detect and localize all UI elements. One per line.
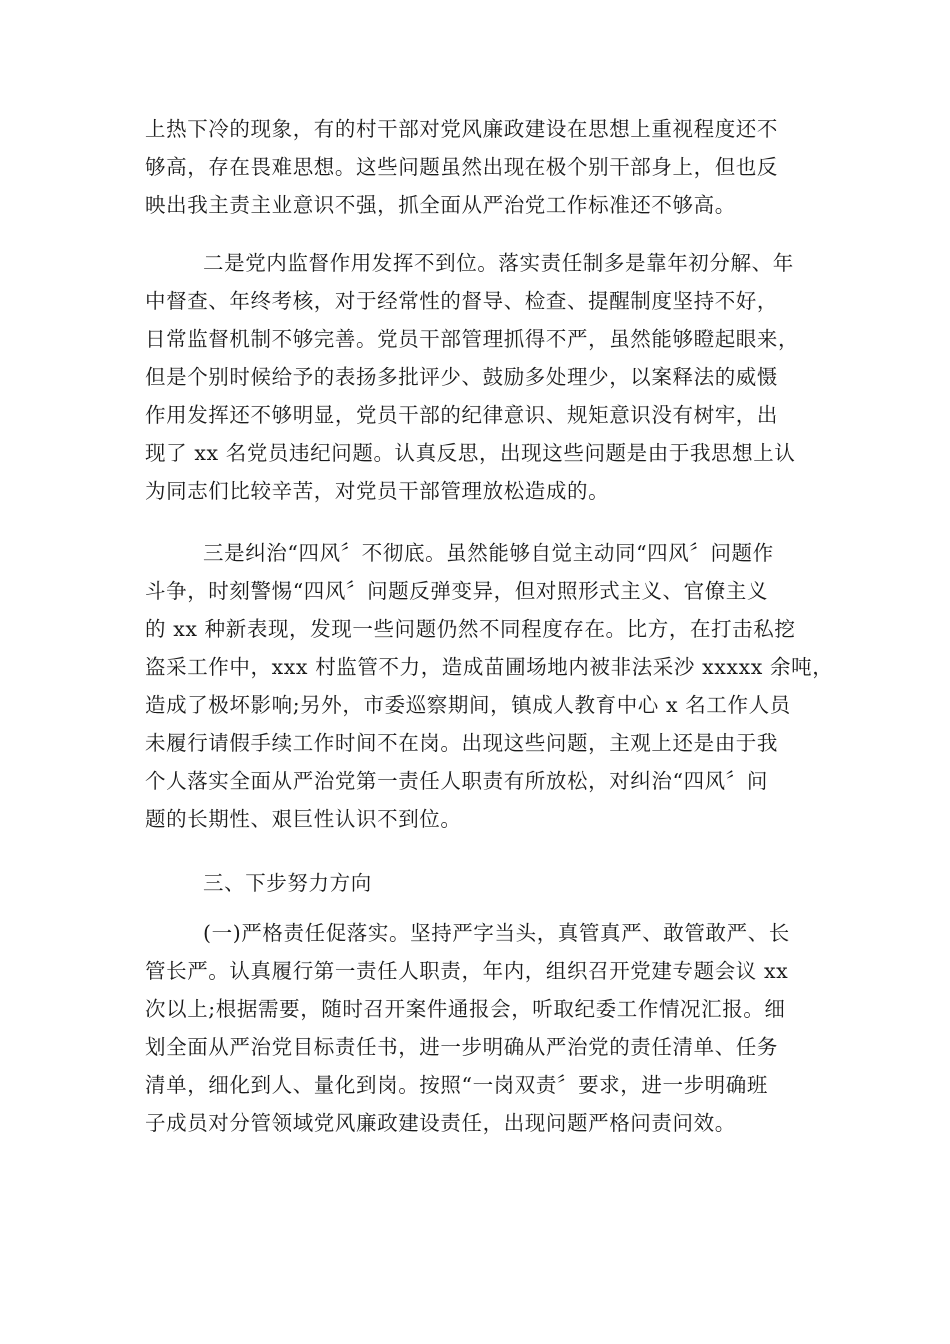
text-line: 二是党内监督作用发挥不到位。落实责任制多是靠年初分解、年 [203, 251, 794, 275]
text-line: 映出我主责主业意识不强，抓全面从严治党工作标准还不够高。 [145, 193, 736, 217]
text-line: 日常监督机制不够完善。党员干部管理抓得不严，虽然能够瞪起眼来， [145, 327, 800, 351]
text-line: 次以上;根据需要，随时召开案件通报会，听取纪委工作情况汇报。细 [145, 997, 786, 1021]
text-line: 的 xx 种新表现，发现一些问题仍然不同程度存在。比方，在打击私挖 [145, 617, 796, 641]
text-line: 上热下冷的现象，有的村干部对党风廉政建设在思想上重视程度还不 [145, 117, 778, 141]
text-line: 个人落实全面从严治党第一责任人职责有所放松，对纠治“四风〞问 [145, 769, 768, 793]
text-line: 斗争，时刻警惕“四风〞问题反弹变异，但对照形式主义、官僚主义 [145, 579, 768, 603]
text-line: 但是个别时候给予的表扬多批评少、鼓励多处理少，以案释法的威慑 [145, 365, 778, 389]
section-heading [145, 864, 825, 902]
paragraph-four-styles [145, 534, 834, 838]
text-line: 作用发挥还不够明显，党员干部的纪律意识、规矩意识没有树牢，出 [145, 403, 778, 427]
text-line: 造成了极坏影响;另外，市委巡察期间，镇成人教育中心 x 名工作人员 [145, 693, 791, 717]
text-line: 够高，存在畏难思想。这些问题虽然出现在极个别干部身上，但也反 [145, 155, 778, 179]
text-line: 管长严。认真履行第一责任人职责，年内，组织召开党建专题会议 xx [145, 959, 789, 983]
text-line: 三是纠治“四风〞不彻底。虽然能够自觉主动同“四风〞问题作 [203, 541, 774, 565]
text-line: 题的长期性、艰巨性认识不到位。 [145, 807, 462, 831]
paragraph-responsibility [145, 914, 825, 1142]
text-line: 未履行请假手续工作时间不在岗。出现这些问题，主观上还是由于我 [145, 731, 778, 755]
text-line: 划全面从严治党目标责任书，进一步明确从严治党的责任清单、任务 [145, 1035, 778, 1059]
text-line: 清单，细化到人、量化到岗。按照“一岗双责〞要求，进一步明确班 [145, 1073, 768, 1097]
text-line: (一)严格责任促落实。坚持严字当头，真管真严、敢管敢严、长 [203, 921, 790, 945]
paragraph-continuation [145, 110, 825, 224]
paragraph-party-supervision [145, 244, 825, 510]
text-line: 子成员对分管领域党风廉政建设责任，出现问题严格问责问效。 [145, 1111, 736, 1135]
heading-text: 三、下步努力方向 [203, 871, 372, 895]
text-line: 中督查、年终考核，对于经常性的督导、检查、提醒制度坚持不好， [145, 289, 778, 313]
text-line: 现了 xx 名党员违纪问题。认真反思，出现这些问题是由于我思想上认 [145, 441, 796, 465]
text-line: 为同志们比较辛苦，对党员干部管理放松造成的。 [145, 479, 610, 503]
text-line: 盗采工作中，xxx 村监管不力，造成苗圃场地内被非法采沙 xxxxx 余吨， [145, 655, 834, 679]
